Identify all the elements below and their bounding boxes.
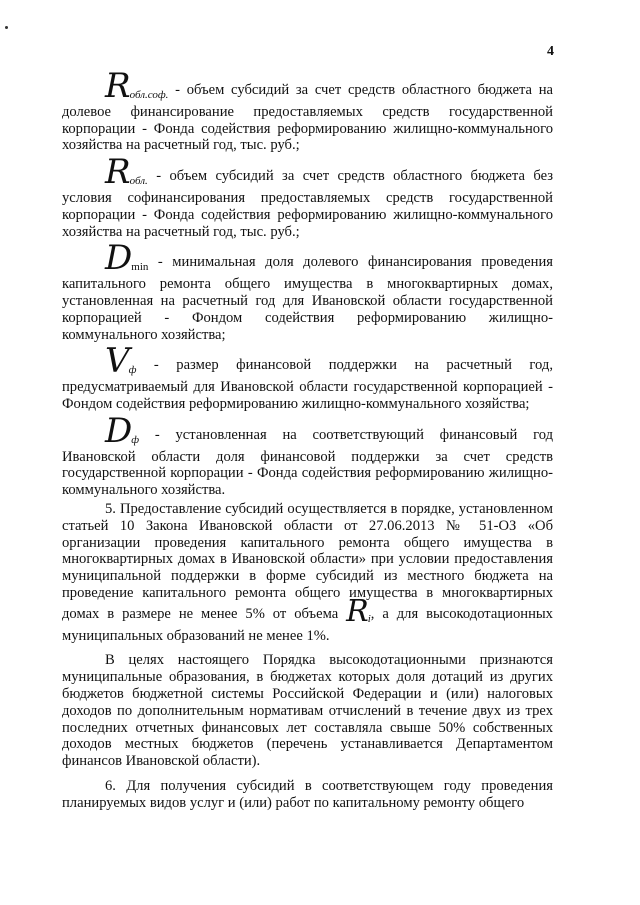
formula-subscript: i (367, 612, 371, 625)
document-body (62, 66, 554, 811)
formula-subscript: ф (128, 364, 137, 377)
formula-symbol: V (105, 341, 129, 382)
definition-text: - объем субсидий за счет средств областного бюджета без условия софинансирования предоставляемых средств государственной корпорации - Фонда содействия реформированию жилищно-коммунального хозяйства на расчетный год, тыс. руб.; (62, 168, 554, 240)
page-number: 4 (547, 44, 554, 59)
formula-symbol: R (105, 66, 130, 106)
definition-v-f (62, 341, 553, 412)
definition-d-min (62, 238, 553, 343)
definition-d-f (62, 410, 553, 499)
scan-speck (5, 26, 8, 29)
formula-symbol: D (105, 238, 132, 279)
definition-r-obl (62, 152, 554, 240)
paragraph-5-text: 5. Предоставление субсидий осуществляется в порядке, установленном статьей 10 Закона Ивановской области от 27.06.2013 № 51-ОЗ «Об организации проведения капитального ремонта общего имущества в многоквартирных домах в Ивановской области» при условии предоставления муниципальной поддержки в форме субсидий из местного бюджета на проведение капитального ремонта общего имущества в многоквартирных домах в размере не менее 5% от объема (62, 500, 553, 622)
formula-symbol: D (105, 410, 132, 451)
formula-subscript: обл. (129, 175, 148, 188)
formula-subscript: ф (131, 433, 140, 446)
definition-text: - минимальная доля долевого финансирования проведения капитального ремонта общего имущества в многоквартирных домах, установленная на расчетный год для Ивановской области государственной корпорацией - Фондом содействия реформированию жилищно-коммунального хозяйства; (62, 254, 553, 343)
paragraph-5-tail: , а для высокодотационных муниципальных образований не менее 1%. (62, 605, 553, 644)
paragraph-high-subsidy: В целях настоящего Порядка высокодотационными признаются муниципальные образования, в бюджетах которых доля дотаций из других бюджетов бюджетной системы Российской Федерации и (или) налоговых доходов по дополнительным нормативам отчислений в течение двух из трех последних отчетных финансовых лет составляла свыше 50% собственных доходов местных бюджетов (перечень устанавливается Департаментом финансов Ивановской области). (62, 652, 553, 770)
formula-subscript: min (131, 261, 149, 274)
formula-symbol: R (346, 593, 368, 629)
definition-r-obl-sof (62, 66, 553, 154)
definition-text: - установленная на соответствующий финансовый год Ивановской области доля финансовой поддержки за счет средств государственной корпорации - Фонда содействия реформированию жилищно-коммунального хозяйства. (62, 426, 553, 499)
paragraph-5 (62, 501, 553, 644)
paragraph-6: 6. Для получения субсидий в соответствующем году проведения планируемых видов услуг и (или) работ по капитальному ремонту общего (62, 777, 553, 811)
formula-subscript: обл.соф. (129, 89, 169, 101)
formula-symbol: R (105, 152, 130, 193)
definition-text: - размер финансовой поддержки на расчетный год, предусматриваемый для Ивановской области государственной корпорацией - Фондом содействия реформированию жилищно-коммунального хозяйства; (62, 357, 553, 412)
definition-text: - объем субсидий за счет средств областного бюджета на долевое финансирование предоставляемых средств государственной корпорации - Фонда содействия реформированию жилищно-коммунального хозяйства на расчетный год, тыс. руб.; (62, 82, 553, 154)
